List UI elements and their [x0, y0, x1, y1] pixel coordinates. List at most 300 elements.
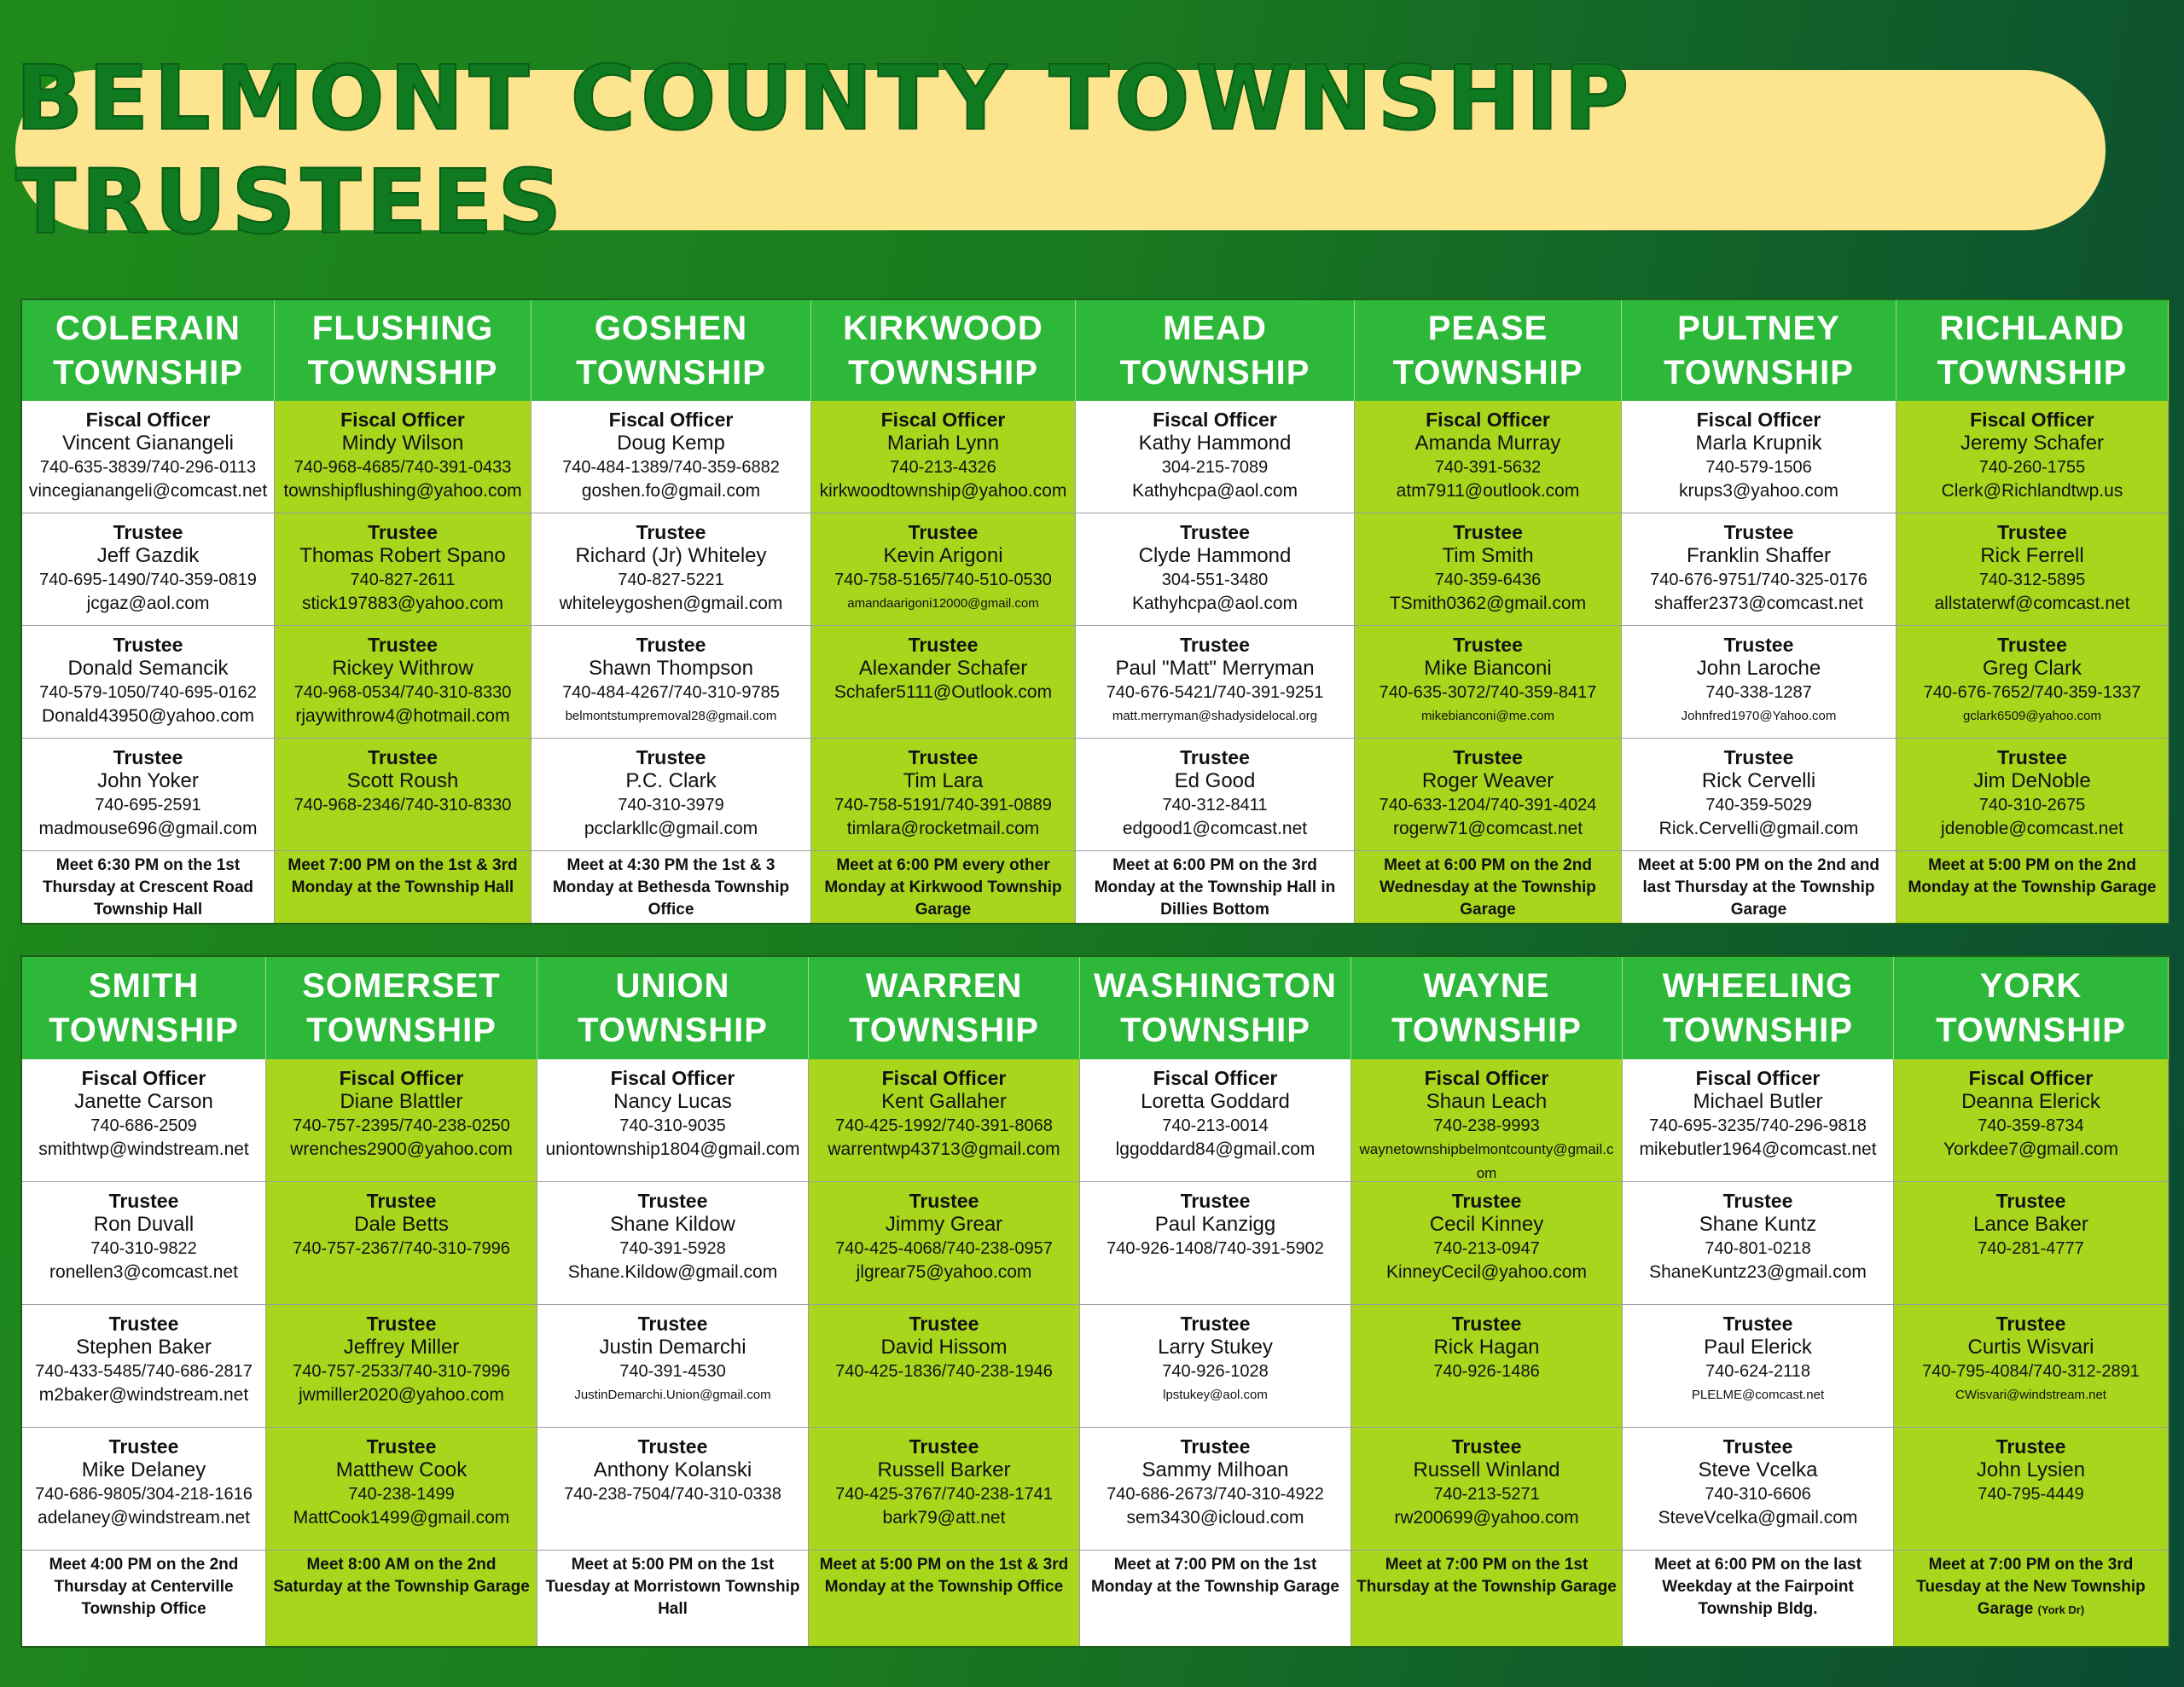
township-header	[266, 957, 537, 1059]
email-address[interactable]: shaffer2373@comcast.net	[1653, 594, 1864, 613]
phone-number: 740-795-4449	[1978, 1485, 2084, 1504]
email-address[interactable]: allstaterwf@comcast.net	[1934, 594, 2130, 613]
trustee-card	[531, 513, 811, 626]
person-name: John Yoker	[97, 769, 199, 792]
trustee-card	[266, 1182, 537, 1305]
role-label: Trustee	[113, 634, 183, 656]
email-address[interactable]: warrentwp43713@gmail.com	[828, 1139, 1060, 1159]
trustee-card	[22, 626, 275, 739]
phone-number: 740-579-1506	[1705, 458, 1812, 477]
phone-number: 740-757-2395/740-238-0250	[293, 1116, 510, 1135]
township-name-line1: MEAD	[1163, 310, 1267, 347]
township-name	[576, 306, 766, 395]
person-name: Paul "Matt" Merryman	[1115, 657, 1315, 680]
email-address[interactable]: rjaywithrow4@hotmail.com	[295, 706, 510, 726]
phone-number: 740-676-7652/740-359-1337	[1923, 683, 2141, 702]
fiscal-officer-card	[1355, 401, 1622, 513]
email-address[interactable]: Yorkdee7@gmail.com	[1943, 1139, 2118, 1159]
person-name: Cecil Kinney	[1429, 1213, 1544, 1236]
person-name: Amanda Murray	[1414, 432, 1561, 455]
fiscal-officer-card	[266, 1059, 537, 1182]
phone-number: 740-676-9751/740-325-0176	[1650, 571, 1867, 589]
email-address[interactable]: JustinDemarchi.Union@gmail.com	[574, 1388, 771, 1402]
person-name: Michael Butler	[1693, 1090, 1823, 1113]
meeting-info	[811, 851, 1076, 923]
person-name: Roger Weaver	[1421, 769, 1554, 792]
person-name: Rick Ferrell	[1980, 544, 2084, 567]
meeting-note: (York Dr)	[2037, 1603, 2085, 1616]
phone-number: 740-312-8411	[1162, 796, 1268, 815]
person-name: Donald Semancik	[67, 657, 229, 680]
trustee-card	[1622, 626, 1896, 739]
township-name-line2: TOWNSHIP	[848, 354, 1038, 391]
role-label: Trustee	[1997, 634, 2067, 656]
email-address[interactable]: sem3430@icloud.com	[1126, 1508, 1304, 1528]
person-name: Clyde Hammond	[1138, 544, 1292, 567]
meeting-info	[22, 851, 275, 923]
email-address[interactable]: mikebutler1964@comcast.net	[1639, 1139, 1877, 1159]
email-address[interactable]: smithtwp@windstream.net	[38, 1139, 249, 1159]
person-name: Anthony Kolanski	[593, 1458, 752, 1481]
role-label: Fiscal Officer	[1153, 1067, 1278, 1089]
role-label: Fiscal Officer	[1426, 409, 1550, 431]
email-address[interactable]: rogerw71@comcast.net	[1392, 819, 1583, 838]
phone-number: 740-686-9805/304-218-1616	[35, 1485, 253, 1504]
email-address[interactable]: wrenches2900@yahoo.com	[290, 1139, 513, 1159]
trustee-card	[1623, 1305, 1894, 1428]
township-header	[809, 957, 1080, 1059]
person-name: Mindy Wilson	[341, 432, 464, 455]
role-label: Fiscal Officer	[1968, 1067, 2094, 1089]
person-name: Russell Barker	[877, 1458, 1011, 1481]
trustee-card	[22, 1428, 266, 1551]
phone-number: 740-425-1992/740-391-8068	[835, 1116, 1053, 1135]
email-address[interactable]: uniontownship1804@gmail.com	[545, 1139, 800, 1159]
email-address[interactable]: CWisvari@windstream.net	[1955, 1388, 2106, 1402]
phone-number: 304-551-3480	[1161, 571, 1269, 589]
township-name-line2: TOWNSHIP	[1119, 354, 1310, 391]
person-name: Tim Smith	[1442, 544, 1534, 567]
role-label: Trustee	[636, 521, 706, 543]
email-address[interactable]: matt.merryman@shadysidelocal.org	[1112, 709, 1318, 723]
role-label: Trustee	[637, 1313, 708, 1335]
phone-number: 740-795-4084/740-312-2891	[1922, 1362, 2140, 1381]
role-label: Trustee	[1180, 1313, 1251, 1335]
role-label: Trustee	[637, 1435, 708, 1458]
fiscal-officer-card	[1622, 401, 1896, 513]
email-address[interactable]: bark79@att.net	[882, 1508, 1006, 1528]
role-label: Trustee	[368, 746, 438, 768]
township-name-line2: TOWNSHIP	[307, 354, 498, 391]
person-name: Nancy Lucas	[613, 1090, 732, 1113]
email-address[interactable]: m2baker@windstream.net	[38, 1385, 249, 1405]
email-address[interactable]: Rick.Cervelli@gmail.com	[1658, 819, 1859, 838]
phone-number: 740-425-3767/740-238-1741	[835, 1485, 1053, 1504]
phone-number: 740-484-1389/740-359-6882	[562, 458, 780, 477]
person-name: Doug Kemp	[617, 432, 725, 455]
role-label: Trustee	[368, 634, 438, 656]
email-address[interactable]: krups3@yahoo.com	[1678, 481, 1839, 501]
phone-number: 740-310-6606	[1705, 1485, 1811, 1504]
person-name: Jim DeNoble	[1973, 769, 2091, 792]
meeting-text: Meet at 4:30 PM the 1st & 3 Monday at Bethesda Township Office	[552, 856, 790, 919]
township-name-line1: FLUSHING	[311, 310, 494, 347]
email-address[interactable]: Schafer5111@Outlook.com	[834, 682, 1053, 702]
fiscal-officer-card	[1076, 401, 1355, 513]
trustee-card	[811, 739, 1076, 851]
fiscal-officer-card	[22, 401, 275, 513]
person-name: John Lysien	[1976, 1458, 2086, 1481]
phone-number: 740-695-2591	[95, 796, 201, 815]
person-name: Shane Kildow	[610, 1213, 735, 1236]
phone-number: 740-260-1755	[1978, 458, 2086, 477]
trustee-card	[1076, 739, 1355, 851]
township-name-line2: TOWNSHIP	[578, 1012, 768, 1049]
person-name: Lance Baker	[1973, 1213, 2088, 1236]
email-address[interactable]: SteveVcelka@gmail.com	[1658, 1508, 1858, 1528]
township-name	[1937, 306, 2128, 395]
township-name	[1663, 964, 1854, 1052]
person-name: Paul Elerick	[1704, 1336, 1812, 1359]
phone-number: 740-359-6436	[1434, 571, 1542, 589]
email-address[interactable]: stick197883@yahoo.com	[301, 594, 504, 613]
person-name: Rick Hagan	[1433, 1336, 1540, 1359]
email-address[interactable]: goshen.fo@gmail.com	[581, 481, 761, 501]
township-name-line1: YORK	[1979, 967, 2082, 1005]
trustee-card	[1355, 739, 1622, 851]
email-address[interactable]: jlgrear75@yahoo.com	[856, 1262, 1032, 1282]
role-label: Trustee	[108, 1435, 179, 1458]
fiscal-officer-card	[1080, 1059, 1351, 1182]
township-name	[578, 964, 768, 1052]
email-address[interactable]: Kathyhcpa@aol.com	[1131, 594, 1298, 613]
person-name: Greg Clark	[1982, 657, 2082, 680]
email-address[interactable]: Kathyhcpa@aol.com	[1131, 481, 1298, 501]
role-label: Fiscal Officer	[1970, 409, 2094, 431]
person-name: Jeff Gazdik	[96, 544, 200, 567]
meeting-text: Meet at 7:00 PM on the 1st Thursday at the Township Garage	[1356, 1556, 1617, 1596]
township-name-line2: TOWNSHIP	[1392, 354, 1583, 391]
person-name: Rickey Withrow	[332, 657, 473, 680]
trustee-card	[1080, 1305, 1351, 1428]
meeting-info	[22, 1551, 266, 1646]
township-name-line1: PEASE	[1427, 310, 1548, 347]
email-address[interactable]: lggoddard84@gmail.com	[1115, 1139, 1316, 1159]
township-name	[1393, 306, 1583, 395]
email-address[interactable]: belmontstumpremoval28@gmail.com	[565, 709, 777, 723]
email-address[interactable]: PLELME@comcast.net	[1691, 1388, 1825, 1402]
meeting-text: Meet at 5:00 PM on the 2nd and last Thursday at the Township Garage	[1638, 856, 1879, 919]
fiscal-officer-card	[537, 1059, 809, 1182]
township-name	[849, 964, 1039, 1052]
email-address[interactable]: ShaneKuntz23@gmail.com	[1649, 1262, 1867, 1282]
trustee-card	[531, 739, 811, 851]
email-address[interactable]: KinneyCecil@yahoo.com	[1386, 1262, 1587, 1282]
role-label: Trustee	[108, 1313, 179, 1335]
role-label: Fiscal Officer	[880, 409, 1006, 431]
role-label: Trustee	[1180, 1435, 1251, 1458]
township-name	[1094, 964, 1337, 1052]
phone-number: 740-425-4068/740-238-0957	[835, 1239, 1053, 1258]
role-label: Trustee	[1180, 746, 1250, 768]
role-label: Trustee	[1722, 1190, 1793, 1212]
trustee-card	[1896, 739, 2169, 851]
township-name	[308, 306, 498, 395]
phone-number: 740-676-5421/740-391-9251	[1106, 683, 1324, 702]
phone-number: 740-359-5029	[1705, 796, 1812, 815]
township-name	[1936, 964, 2126, 1052]
email-address[interactable]: townshipflushing@yahoo.com	[283, 481, 522, 501]
email-address[interactable]: atm7911@outlook.com	[1396, 481, 1580, 501]
role-label: Fiscal Officer	[881, 1067, 1007, 1089]
email-address[interactable]: timlara@rocketmail.com	[846, 819, 1040, 838]
township-table-top	[20, 299, 2170, 925]
meeting-text: Meet 6:30 PM on the 1st Thursday at Crescent Road Township Hall	[42, 856, 254, 919]
phone-number: 740-359-8734	[1978, 1116, 2084, 1135]
person-name: Loretta Goddard	[1141, 1090, 1290, 1113]
phone-number: 740-312-5895	[1978, 571, 2086, 589]
township-name-line1: GOSHEN	[594, 310, 748, 347]
email-address[interactable]: rw200699@yahoo.com	[1394, 1508, 1579, 1528]
person-name: Kevin Arigoni	[883, 544, 1003, 567]
meeting-text: Meet at 6:00 PM on the 3rd Monday at the Township Hall in Dillies Bottom	[1094, 856, 1336, 919]
email-address[interactable]: jwmiller2020@yahoo.com	[299, 1385, 504, 1405]
role-label: Trustee	[1453, 521, 1523, 543]
role-label: Trustee	[908, 521, 979, 543]
trustee-card	[531, 626, 811, 739]
trustee-card	[1894, 1428, 2169, 1551]
township-header	[1894, 957, 2169, 1059]
trustee-card	[1351, 1182, 1623, 1305]
person-name: Marla Krupnik	[1695, 432, 1822, 455]
phone-number: 740-827-2611	[350, 571, 456, 589]
person-name: Ed Good	[1174, 769, 1256, 792]
phone-number: 740-968-0534/740-310-8330	[293, 683, 512, 702]
meeting-info	[1623, 1551, 1894, 1646]
email-address[interactable]: vincegianangeli@comcast.net	[28, 481, 268, 501]
trustee-card	[1076, 626, 1355, 739]
role-label: Trustee	[1995, 1313, 2066, 1335]
trustee-card	[809, 1428, 1080, 1551]
phone-number: 740-433-5485/740-686-2817	[35, 1362, 253, 1381]
phone-number: 740-310-2675	[1978, 796, 2086, 815]
trustee-card	[537, 1182, 809, 1305]
phone-number: 740-758-5165/740-510-0530	[834, 571, 1052, 589]
trustee-card	[811, 626, 1076, 739]
meeting-info	[1355, 851, 1622, 923]
meeting-info	[1894, 1551, 2169, 1646]
email-address[interactable]: TSmith0362@gmail.com	[1389, 594, 1587, 613]
township-name-line2: TOWNSHIP	[849, 1012, 1039, 1049]
township-name	[1664, 306, 1854, 395]
township-name-line1: RICHLAND	[1939, 310, 2125, 347]
email-address[interactable]: Donald43950@yahoo.com	[42, 706, 254, 726]
phone-number: 740-310-9822	[90, 1239, 197, 1258]
role-label: Trustee	[1180, 521, 1250, 543]
trustee-card	[1351, 1428, 1623, 1551]
phone-number: 740-338-1287	[1705, 683, 1812, 702]
meeting-text: Meet 7:00 PM on the 1st & 3rd Monday at the Township Hall	[288, 856, 518, 896]
trustee-card	[1622, 513, 1896, 626]
township-header	[811, 300, 1076, 401]
trustee-card	[266, 1428, 537, 1551]
trustee-card	[1355, 513, 1622, 626]
role-label: Fiscal Officer	[1153, 409, 1277, 431]
township-name-line2: TOWNSHIP	[306, 1012, 497, 1049]
trustee-card	[1080, 1182, 1351, 1305]
role-label: Trustee	[909, 1435, 979, 1458]
trustee-card	[22, 1182, 266, 1305]
trustee-card	[1351, 1305, 1623, 1428]
email-address[interactable]: pcclarkllc@gmail.com	[584, 819, 758, 838]
email-address[interactable]: gclark6509@yahoo.com	[1963, 709, 2101, 723]
person-name: Mike Bianconi	[1424, 657, 1552, 680]
person-name: Alexander Schafer	[858, 657, 1028, 680]
phone-number: 740-827-5221	[618, 571, 724, 589]
role-label: Trustee	[1723, 746, 1794, 768]
township-header	[275, 300, 531, 401]
person-name: Kent Gallaher	[881, 1090, 1007, 1113]
fiscal-officer-card	[531, 401, 811, 513]
township-name	[302, 964, 500, 1052]
email-address[interactable]: edgood1@comcast.net	[1122, 819, 1308, 838]
email-address[interactable]: Shane.Kildow@gmail.com	[567, 1262, 778, 1282]
trustee-card	[22, 739, 275, 851]
role-label: Trustee	[1453, 634, 1523, 656]
email-address[interactable]: whiteleygoshen@gmail.com	[559, 594, 783, 613]
trustee-card	[1355, 626, 1622, 739]
email-address[interactable]: jdenoble@comcast.net	[1941, 819, 2123, 838]
township-table-bottom	[20, 955, 2170, 1648]
trustee-card	[1896, 513, 2169, 626]
phone-number: 740-757-2367/740-310-7996	[293, 1239, 510, 1258]
title-banner	[15, 46, 2106, 254]
person-name: Justin Demarchi	[599, 1336, 746, 1359]
meeting-text: Meet at 5:00 PM on the 2nd Monday at the Township Garage	[1908, 856, 2157, 896]
role-label: Fiscal Officer	[340, 409, 465, 431]
meeting-text: Meet at 6:00 PM on the 2nd Wednesday at the Township Garage	[1380, 856, 1596, 919]
phone-number: 740-484-4267/740-310-9785	[562, 683, 780, 702]
township-name-line1: WAYNE	[1423, 967, 1550, 1005]
phone-number: 740-238-7504/740-310-0338	[564, 1485, 781, 1504]
email-address[interactable]: ronellen3@comcast.net	[49, 1262, 238, 1282]
email-address[interactable]: Johnfred1970@Yahoo.com	[1681, 709, 1837, 723]
person-name: Shane Kuntz	[1699, 1213, 1817, 1236]
role-label: Trustee	[1451, 1435, 1522, 1458]
person-name: Curtis Wisvari	[1967, 1336, 2094, 1359]
phone-number: 740-801-0218	[1705, 1239, 1811, 1258]
trustee-card	[537, 1428, 809, 1551]
township-header	[1622, 300, 1896, 401]
person-name: David Hissom	[880, 1336, 1008, 1359]
role-label: Trustee	[1995, 1190, 2066, 1212]
role-label: Trustee	[1723, 634, 1794, 656]
email-address[interactable]: waynetownshipbelmontcounty@gmail.com	[1359, 1141, 1614, 1181]
role-label: Trustee	[368, 521, 438, 543]
person-name: Ron Duvall	[93, 1213, 195, 1236]
phone-number: 740-635-3839/740-296-0113	[39, 458, 257, 477]
trustee-card	[1894, 1305, 2169, 1428]
phone-number: 740-926-1408/740-391-5902	[1107, 1239, 1324, 1258]
trustee-card	[275, 513, 531, 626]
person-name: John Laroche	[1696, 657, 1821, 680]
person-name: Janette Carson	[74, 1090, 213, 1113]
township-name	[53, 306, 243, 395]
meeting-info	[537, 1551, 809, 1646]
phone-number: 740-633-1204/740-391-4024	[1379, 796, 1597, 815]
fiscal-officer-card	[811, 401, 1076, 513]
phone-number: 740-695-1490/740-359-0819	[39, 571, 257, 589]
township-name-line2: TOWNSHIP	[576, 354, 766, 391]
email-address[interactable]: adelaney@windstream.net	[38, 1508, 250, 1528]
email-address[interactable]: MattCook1499@gmail.com	[293, 1508, 510, 1528]
meeting-text: Meet 8:00 AM on the 2nd Saturday at the Township Garage	[273, 1556, 530, 1596]
email-address[interactable]: jcgaz@aol.com	[86, 594, 210, 613]
role-label: Trustee	[637, 1190, 708, 1212]
township-name-line2: TOWNSHIP	[1391, 1012, 1582, 1049]
township-name-line2: TOWNSHIP	[1937, 354, 2128, 391]
person-name: Jeremy Schafer	[1960, 432, 2105, 455]
township-name	[1391, 964, 1582, 1052]
role-label: Trustee	[1997, 521, 2067, 543]
phone-number: 740-968-4685/740-391-0433	[293, 458, 512, 477]
fiscal-officer-card	[1894, 1059, 2169, 1182]
email-address[interactable]: lpstukey@aol.com	[1163, 1388, 1268, 1402]
phone-number: 740-238-9993	[1433, 1116, 1540, 1135]
phone-number: 740-757-2533/740-310-7996	[293, 1362, 510, 1381]
role-label: Fiscal Officer	[339, 1067, 464, 1089]
trustee-card	[809, 1305, 1080, 1428]
role-label: Fiscal Officer	[610, 1067, 735, 1089]
phone-number: 740-695-3235/740-296-9818	[1649, 1116, 1867, 1135]
person-name: Matthew Cook	[335, 1458, 468, 1481]
email-address[interactable]: mikebianconi@me.com	[1420, 709, 1555, 723]
role-label: Trustee	[909, 1190, 979, 1212]
email-address[interactable]: amandaarigoni12000@gmail.com	[847, 596, 1039, 611]
meeting-info	[275, 851, 531, 923]
role-label: Trustee	[636, 634, 706, 656]
role-label: Trustee	[1453, 746, 1523, 768]
person-name: Jimmy Grear	[885, 1213, 1003, 1236]
township-name-line1: UNION	[615, 967, 730, 1005]
person-name: Franklin Shaffer	[1687, 544, 1831, 567]
role-label: Trustee	[366, 1435, 437, 1458]
email-address[interactable]: kirkwoodtownship@yahoo.com	[819, 481, 1067, 501]
township-name-line2: TOWNSHIP	[1120, 1012, 1310, 1049]
township-name-line1: SOMERSET	[302, 967, 501, 1005]
phone-number: 740-624-2118	[1705, 1362, 1811, 1381]
township-header	[1896, 300, 2169, 401]
meeting-info	[1896, 851, 2169, 923]
email-address[interactable]: Clerk@Richlandtwp.us	[1941, 481, 2123, 501]
township-header	[22, 957, 266, 1059]
phone-number: 740-391-5928	[619, 1239, 726, 1258]
township-name-line1: WASHINGTON	[1094, 967, 1337, 1005]
trustee-card	[537, 1305, 809, 1428]
township-header	[531, 300, 811, 401]
role-label: Trustee	[636, 746, 706, 768]
role-label: Fiscal Officer	[608, 409, 734, 431]
phone-number: 740-213-0947	[1433, 1239, 1540, 1258]
person-name: Steve Vcelka	[1698, 1458, 1818, 1481]
phone-number: 740-213-0014	[1162, 1116, 1269, 1135]
email-address[interactable]: madmouse696@gmail.com	[38, 819, 258, 838]
person-name: Mike Delaney	[81, 1458, 206, 1481]
township-header	[1080, 957, 1351, 1059]
township-name-line1: SMITH	[88, 967, 200, 1005]
phone-number: 740-425-1836/740-238-1946	[835, 1362, 1053, 1381]
person-name: Rick Cervelli	[1701, 769, 1816, 792]
